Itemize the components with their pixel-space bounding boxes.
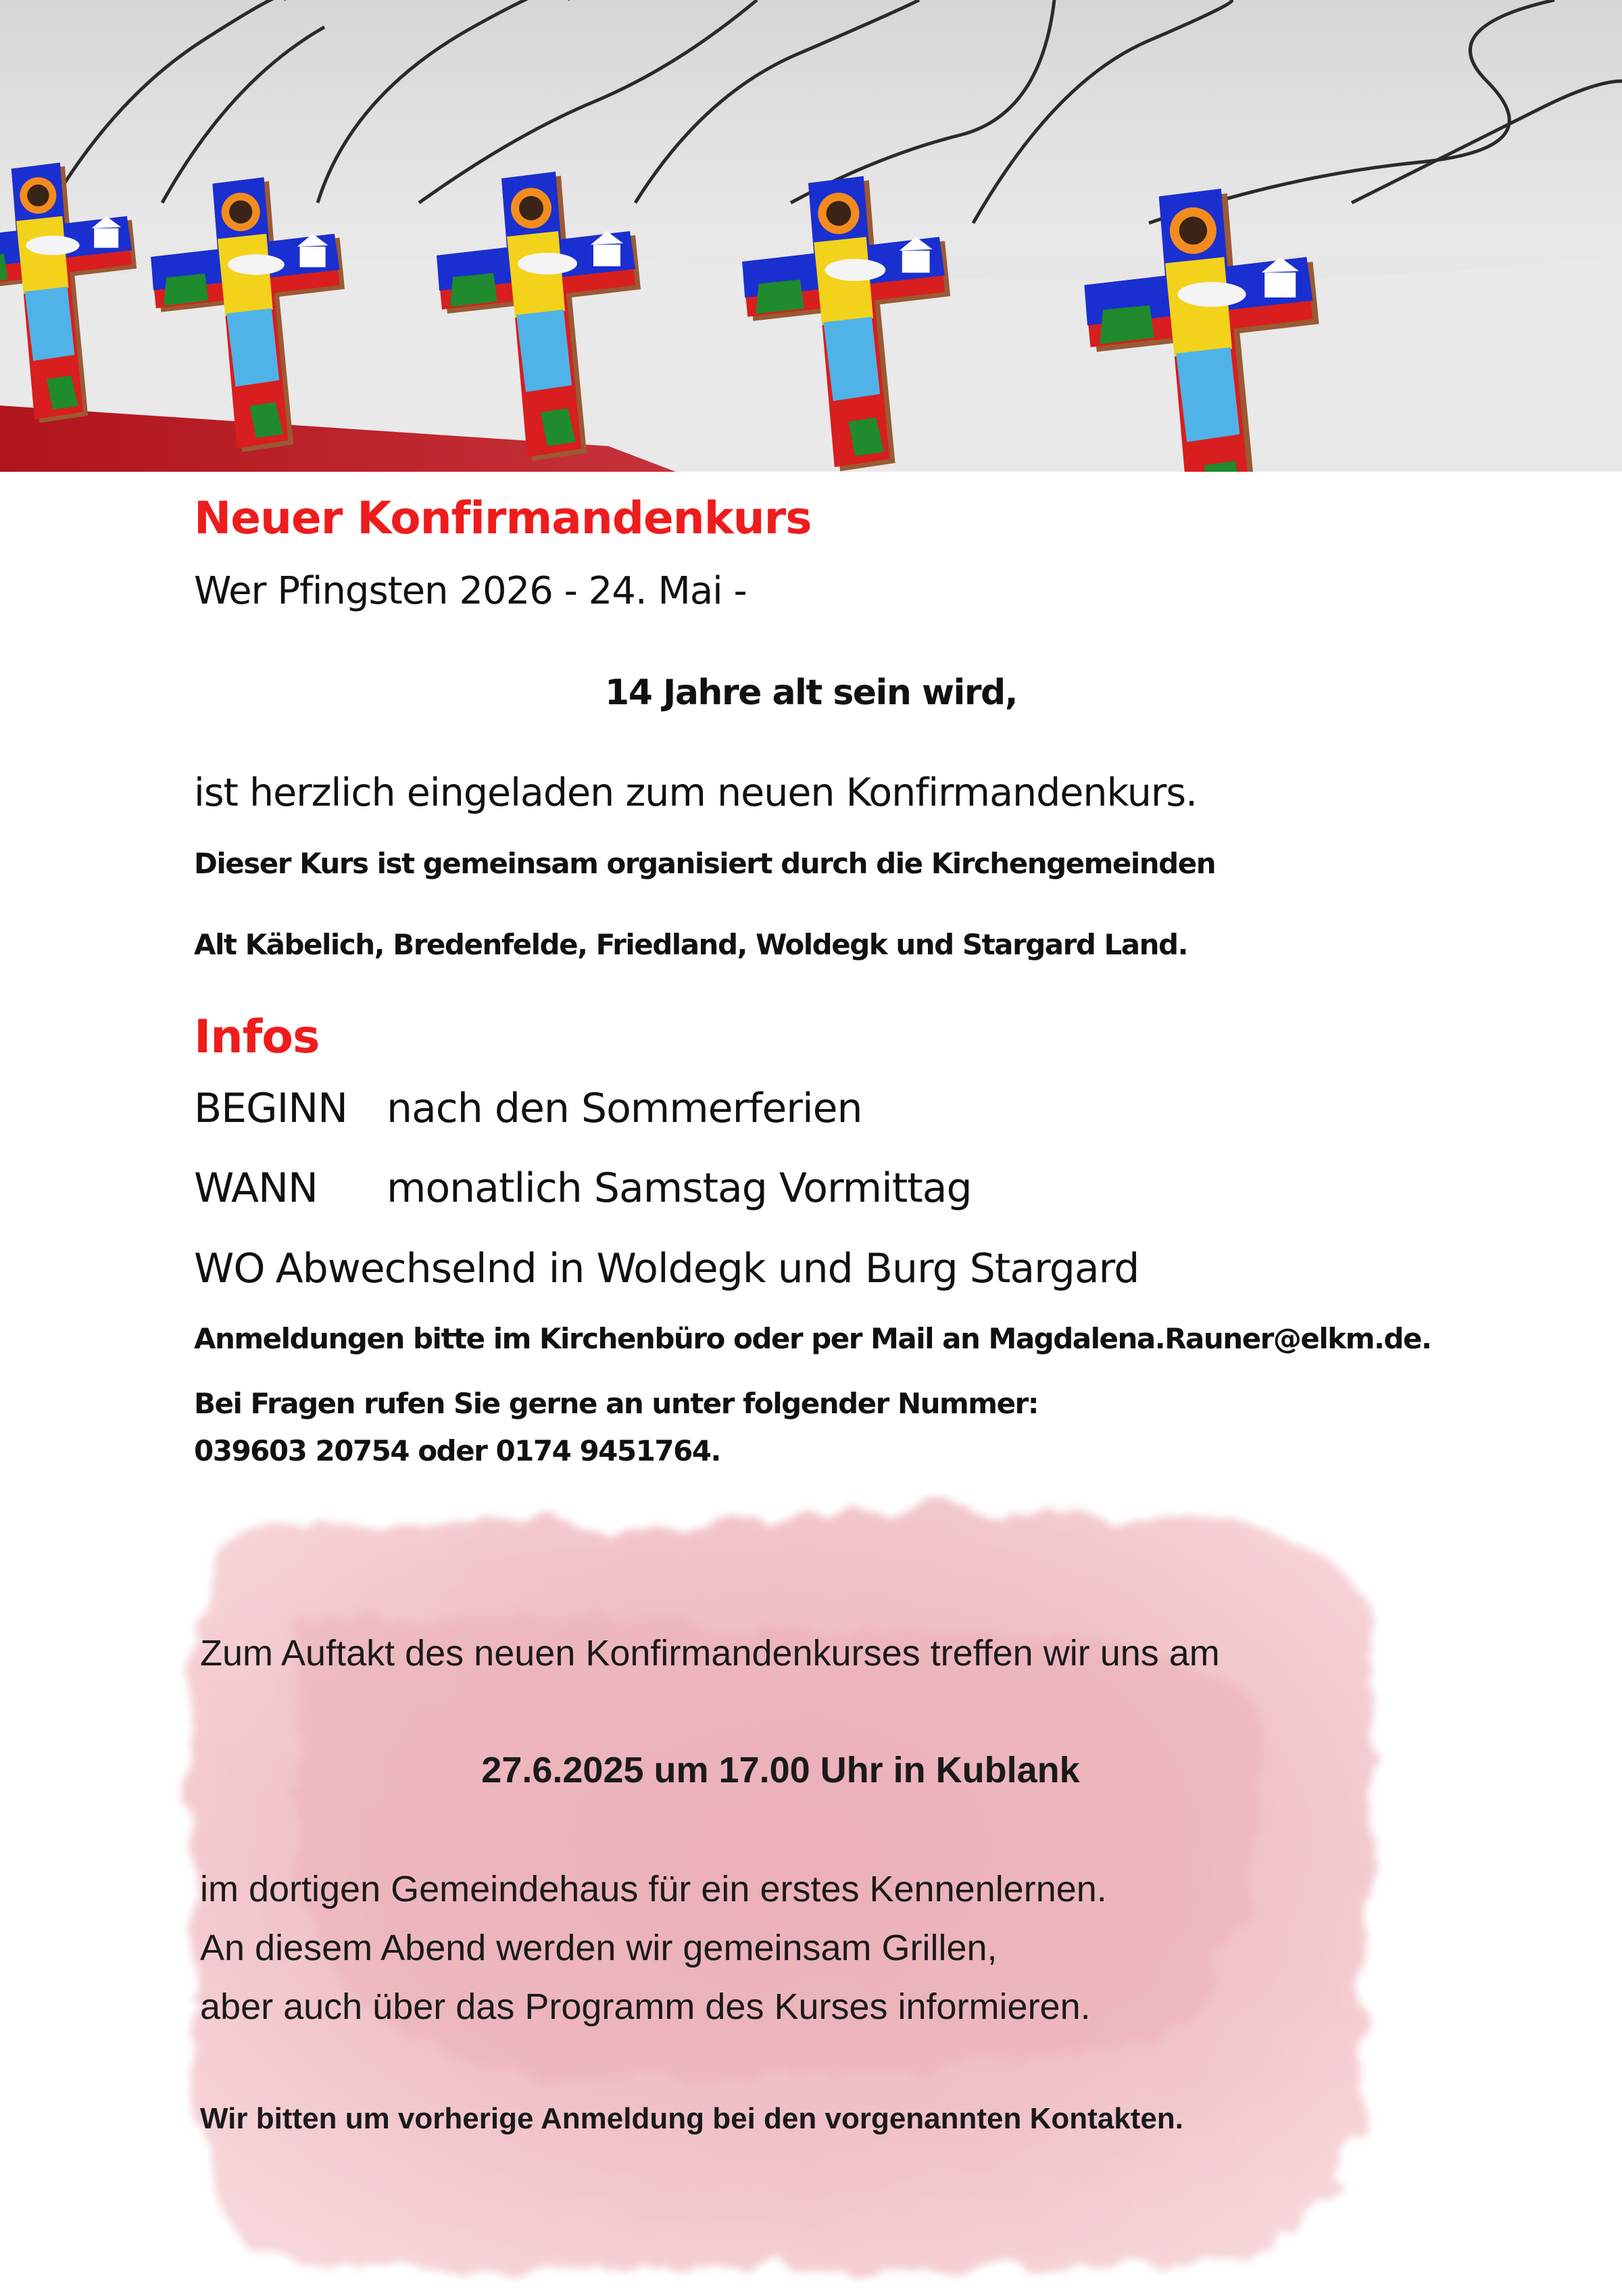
page-title: Neuer Konfirmandenkurs	[194, 492, 812, 544]
registration-request: Wir bitten um vorherige Anmeldung bei den vorgenannten Kontakten.	[200, 2102, 1183, 2135]
parishes-line: Alt Käbelich, Bredenfelde, Friedland, Woldegk und Stargard Land.	[194, 928, 1188, 961]
kickoff-intro: Zum Auftakt des neuen Konfirmandenkurses treffen wir uns am	[200, 1633, 1220, 1674]
kickoff-line-2: An diesem Abend werden wir gemeinsam Grillen,	[200, 1928, 998, 1968]
info-row-beginn	[194, 1085, 862, 1139]
info-key-wo: WO	[194, 1245, 265, 1292]
info-key-wann: WANN	[194, 1165, 318, 1212]
invite-line: ist herzlich eingeladen zum neuen Konfirmandenkurs.	[194, 771, 1198, 815]
header-photo	[0, 0, 1622, 472]
age-line: 14 Jahre alt sein wird,	[605, 673, 1017, 713]
info-value-beginn: nach den Sommerferien	[387, 1085, 862, 1132]
phone-numbers: 039603 20754 oder 0174 9451764.	[194, 1434, 720, 1467]
kickoff-line-3: aber auch über das Programm des Kurses informieren.	[200, 1986, 1091, 2027]
info-row-wo	[194, 1245, 1139, 1299]
organized-line: Dieser Kurs ist gemeinsam organisiert durch die Kirchengemeinden	[194, 847, 1216, 880]
questions-line: Bei Fragen rufen Sie gerne an unter folgender Nummer:	[194, 1387, 1039, 1420]
info-key-beginn: BEGINN	[194, 1085, 348, 1132]
info-row-wann	[194, 1165, 972, 1219]
registration-line: Anmeldungen bitte im Kirchenbüro oder per Mail an Magdalena.Rauner@elkm.de.	[194, 1322, 1431, 1355]
info-value-wo: Abwechselnd in Woldegk und Burg Stargard	[275, 1245, 1139, 1292]
kickoff-date-place: 27.6.2025 um 17.00 Uhr in Kublank	[481, 1750, 1080, 1790]
info-value-wann: monatlich Samstag Vormittag	[387, 1165, 972, 1212]
crosses-illustration	[0, 0, 1622, 472]
kickoff-line-1: im dortigen Gemeindehaus für ein erstes Kennenlernen.	[200, 1869, 1107, 1909]
pfingsten-line: Wer Pfingsten 2026 - 24. Mai -	[194, 569, 747, 613]
infos-heading: Infos	[194, 1010, 320, 1064]
